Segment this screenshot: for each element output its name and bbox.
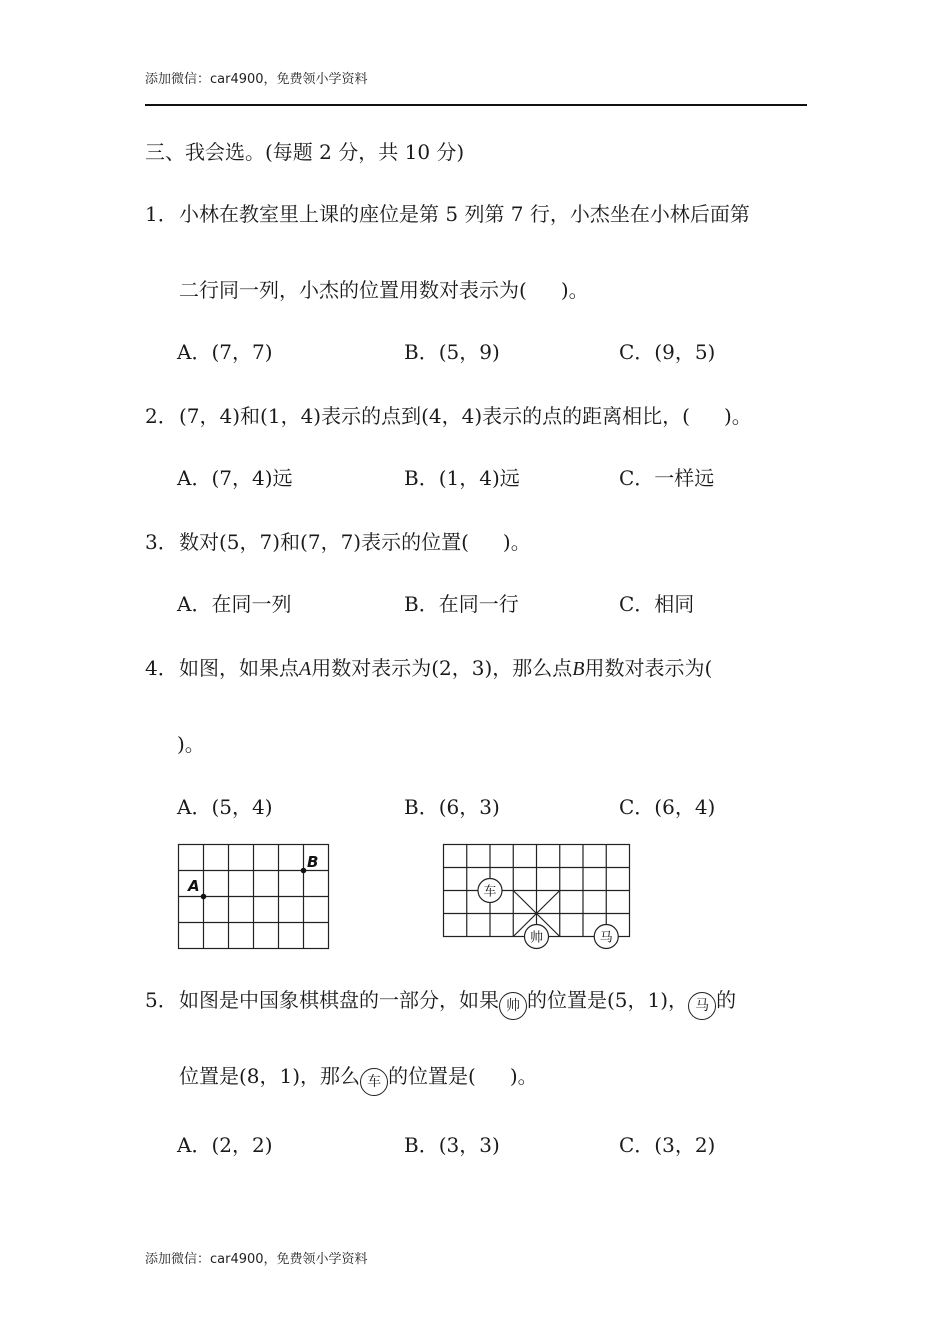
question-3-number: 3． [145,530,178,554]
question-5-line1 [179,988,736,1020]
question-3-option-c[interactable]: C．相同 [619,592,695,616]
board-lines [444,845,630,937]
question-5-number: 5． [145,988,178,1012]
question-5-text-5: 的位置是( [388,1064,476,1088]
question-4-option-b[interactable]: B．(6，3) [404,795,500,819]
shuai-piece-label: 帅 [529,930,544,946]
question-4-option-c[interactable]: C．(6，4) [619,795,716,819]
question-4-text-2: 用数对表示为(2，3)，那么点 [311,656,573,680]
question-5-text-2: 的位置是(5，1)， [527,988,689,1012]
ma-inline-icon: 马 [688,992,716,1020]
ma-piece-label: 马 [599,930,613,946]
point-a [201,894,207,900]
question-2-option-a[interactable]: A．(7，4)远 [177,466,293,490]
point-b [301,868,307,874]
question-1-option-a[interactable]: A．(7，7) [177,340,273,364]
question-4-line1 [179,656,712,681]
question-4-number: 4． [145,656,178,680]
question-1-option-c[interactable]: C．(9，5) [619,340,716,364]
question-4-line2: )。 [177,732,205,756]
question-5-line2 [179,1064,538,1096]
header-watermark: 添加微信：car4900，免费领小学资料 [145,72,368,87]
question-2-number: 2． [145,404,178,428]
grid-label-b: B [307,853,319,871]
footer-watermark: 添加微信：car4900，免费领小学资料 [145,1252,368,1267]
question-5-option-a[interactable]: A．(2，2) [177,1133,273,1157]
question-4-text-3: 用数对表示为( [584,656,713,680]
question-1-line2-end: )。 [560,278,589,302]
question-1-line1: 小林在教室里上课的座位是第 5 列第 7 行，小杰坐在小林后面第 [179,202,750,226]
che-piece [478,879,502,903]
question-5-text-6: )。 [509,1064,538,1088]
question-4-option-a[interactable]: A．(5，4) [177,795,273,819]
question-4-text-1: 如图，如果点 [179,656,299,680]
question-2-option-b[interactable]: B．(1，4)远 [404,466,520,490]
question-3-end: )。 [502,530,531,554]
question-1-number: 1． [145,202,178,226]
grid-label-a: A [188,877,200,895]
question-2-text: (7，4)和(1，4)表示的点到(4，4)表示的点的距离相比，( [179,404,690,428]
ma-piece [594,925,618,949]
question-5-text-3: 的 [716,988,737,1012]
che-inline-icon: 车 [360,1068,388,1096]
coordinate-grid-figure [170,838,340,958]
shuai-inline-icon: 帅 [499,992,527,1020]
question-1-line2-text: 二行同一列，小杰的位置用数对表示为( [179,278,527,302]
question-3-text: 数对(5，7)和(7，7)表示的位置( [179,530,469,554]
question-5-option-c[interactable]: C．(3，2) [619,1133,716,1157]
header-divider [145,104,807,106]
point-a-label: A [299,658,312,680]
question-2-option-c[interactable]: C．一样远 [619,466,715,490]
question-3-option-a[interactable]: A．在同一列 [177,592,292,616]
question-5-option-b[interactable]: B．(3，3) [404,1133,500,1157]
che-piece-label: 车 [483,884,497,900]
question-2-line1 [179,404,752,428]
question-1-option-b[interactable]: B．(5，9) [404,340,500,364]
chess-board-figure [436,838,636,954]
question-1-line2 [179,278,589,302]
section-title: 三、我会选。(每题 2 分，共 10 分) [145,140,465,164]
question-2-end: )。 [723,404,752,428]
shuai-piece [525,925,549,949]
question-3-line1 [179,530,531,554]
point-b-label: B [572,658,585,680]
question-5-text-1: 如图是中国象棋棋盘的一部分，如果 [179,988,499,1012]
question-5-text-4: 位置是(8，1)，那么 [179,1064,361,1088]
question-3-option-b[interactable]: B．在同一行 [404,592,519,616]
